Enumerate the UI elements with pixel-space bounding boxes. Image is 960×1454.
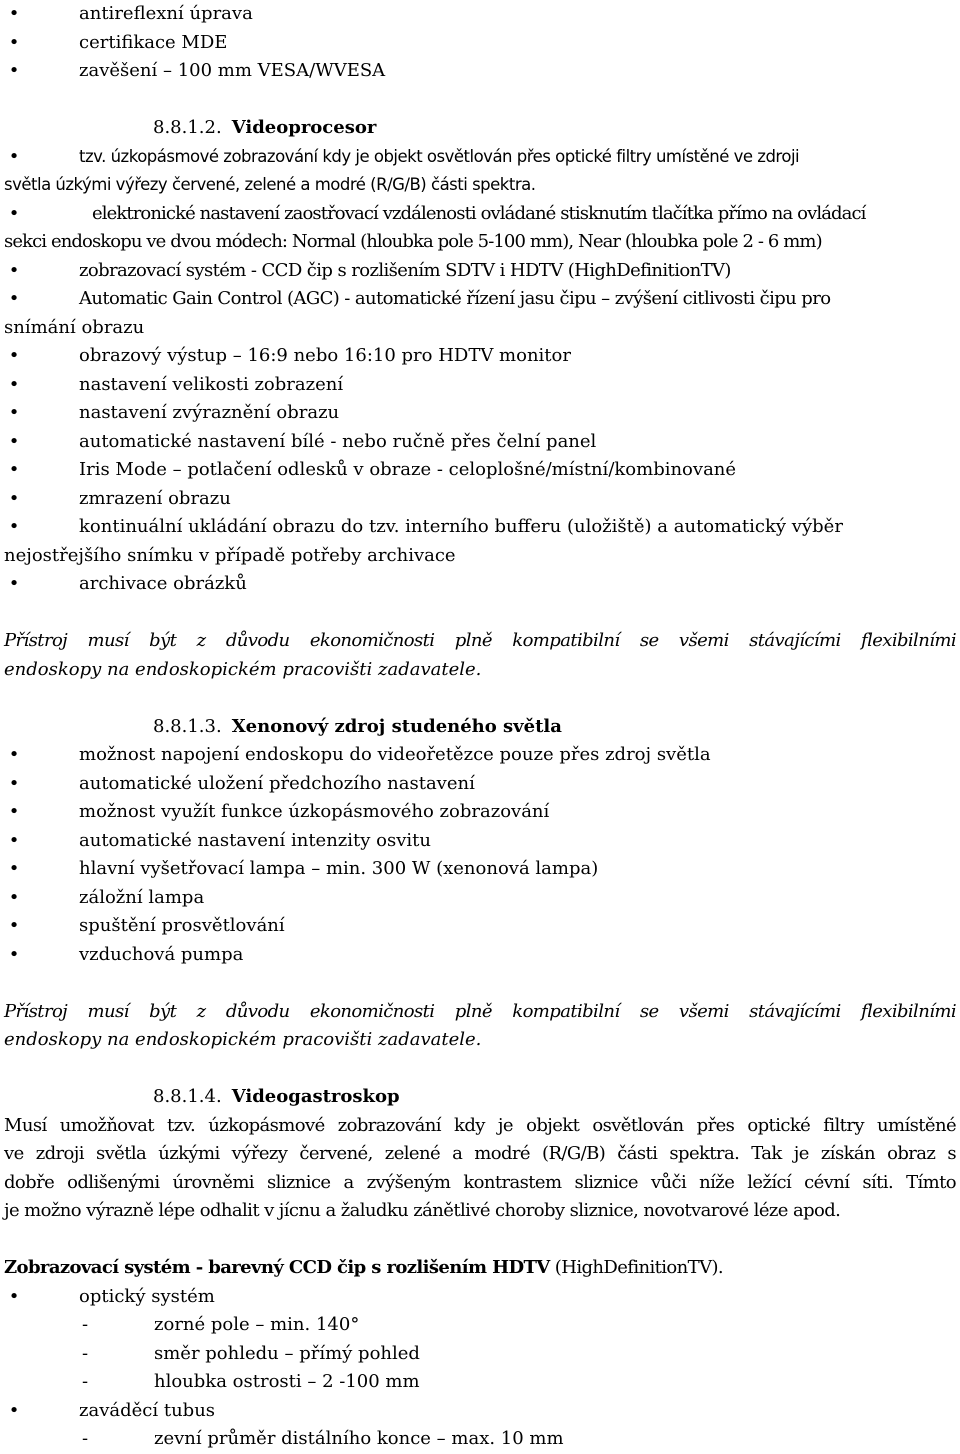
list-item bbox=[4, 57, 956, 86]
list-item bbox=[4, 741, 956, 770]
bullet-glyph: • bbox=[8, 744, 20, 765]
list-item bbox=[4, 884, 956, 913]
sub-list-item bbox=[4, 1340, 956, 1369]
list-item-text: zaváděcí tubus bbox=[79, 1399, 216, 1421]
bullet-glyph: • bbox=[8, 516, 20, 537]
section-title: Videogastroskop bbox=[231, 1086, 400, 1107]
spacer bbox=[4, 86, 956, 115]
spacer bbox=[4, 1055, 956, 1084]
list-item-continuation: nejostřejšího snímku v případě potřeby archivace bbox=[4, 544, 456, 566]
list-item bbox=[4, 485, 956, 514]
section-number: 8.8.1.4. bbox=[153, 1086, 222, 1107]
bullet-glyph: • bbox=[8, 3, 20, 24]
list-item bbox=[4, 1397, 956, 1426]
list-item bbox=[4, 513, 956, 542]
dash-glyph: - bbox=[82, 1314, 89, 1335]
sub-list-item-text: zorné pole – min. 140° bbox=[154, 1314, 360, 1335]
list-item-continuation: snímání obrazu bbox=[4, 316, 145, 338]
spacer bbox=[4, 969, 956, 998]
list-item-text: Iris Mode – potlačení odlesků v obraze - celoplošné/místní/kombinované bbox=[79, 459, 737, 480]
list-item bbox=[4, 1283, 956, 1312]
bullet-glyph: • bbox=[8, 31, 20, 53]
sub-list-item-text: zevní průměr distálního konce – max. 10 mm bbox=[154, 1428, 564, 1449]
list-item bbox=[4, 143, 956, 172]
bullet-glyph: • bbox=[8, 915, 20, 936]
sub-list-item bbox=[4, 1368, 956, 1397]
list-item-text: automatické nastavení bílé - nebo ručně přes čelní panel bbox=[79, 430, 597, 452]
bullet-glyph: • bbox=[8, 801, 20, 822]
list-item bbox=[4, 827, 956, 856]
bullet-glyph: • bbox=[8, 202, 20, 224]
list-item-text: hlavní vyšetřovací lampa – min. 300 W (xenonová lampa) bbox=[79, 858, 599, 879]
bullet-glyph: • bbox=[8, 145, 20, 167]
spacer bbox=[4, 599, 956, 628]
bullet-glyph: • bbox=[8, 858, 20, 879]
bullet-glyph: • bbox=[8, 430, 20, 452]
list-item-text: nastavení zvýraznění obrazu bbox=[79, 402, 340, 423]
list-item bbox=[4, 456, 956, 485]
bullet-glyph: • bbox=[8, 487, 20, 509]
list-item-text: zobrazovací systém - CCD čip s rozlišením SDTV i HDTV (HighDefinitionTV) bbox=[79, 259, 731, 281]
list-item bbox=[4, 941, 956, 970]
bullet-glyph: • bbox=[8, 259, 20, 281]
list-item bbox=[4, 570, 956, 599]
compatibility-note: Přístroj musí být z důvodu ekonomičnosti plně kompatibilní se všemi stávajícími flexibilními bbox=[4, 1000, 956, 1022]
section-heading bbox=[4, 1083, 956, 1112]
bullet-glyph: • bbox=[8, 829, 20, 851]
compatibility-note-continuation: endoskopy na endoskopickém pracovišti zadavatele. bbox=[4, 1029, 482, 1050]
list-item-text: záložní lampa bbox=[79, 886, 205, 908]
paragraph-line: dobře odlišenými úrovněmi sliznice a zvýšeným kontrastem sliznice vůči níže ležící cévní síti. Tímto bbox=[4, 1171, 956, 1193]
compatibility-note: Přístroj musí být z důvodu ekonomičnosti plně kompatibilní se všemi stávajícími flexibilními bbox=[4, 630, 956, 651]
spacer bbox=[4, 1226, 956, 1255]
dash-glyph: - bbox=[82, 1371, 89, 1392]
dash-glyph: - bbox=[82, 1342, 89, 1364]
section-number: 8.8.1.2. bbox=[153, 117, 222, 138]
list-item-text: archivace obrázků bbox=[79, 573, 247, 594]
section-heading bbox=[4, 713, 956, 742]
sub-list-item-text: směr pohledu – přímý pohled bbox=[154, 1342, 420, 1364]
list-item-text: kontinuální ukládání obrazu do tzv. interního bufferu (uložiště) a automatický výběr bbox=[79, 516, 843, 537]
sub-list-item bbox=[4, 1311, 956, 1340]
list-item bbox=[4, 342, 956, 371]
list-item-text: vzduchová pumpa bbox=[79, 943, 244, 965]
bullet-glyph: • bbox=[8, 459, 20, 480]
list-item-text: automatické nastavení intenzity osvitu bbox=[79, 829, 431, 851]
section-title: Videoprocesor bbox=[231, 117, 377, 138]
bullet-glyph: • bbox=[8, 1285, 20, 1307]
list-item bbox=[4, 855, 956, 884]
list-item bbox=[4, 912, 956, 941]
list-item-text: možnost využít funkce úzkopásmového zobrazování bbox=[79, 801, 550, 822]
list-item-text: spuštění prosvětlování bbox=[79, 915, 285, 936]
list-item bbox=[4, 0, 956, 29]
list-item bbox=[4, 399, 956, 428]
compatibility-note-continuation: endoskopy na endoskopickém pracovišti zadavatele. bbox=[4, 658, 482, 680]
sub-list-item bbox=[4, 1425, 956, 1454]
display-system-line bbox=[4, 1254, 956, 1283]
list-item-text: optický systém bbox=[79, 1285, 215, 1307]
list-item-text: možnost napojení endoskopu do videořetězce pouze přes zdroj světla bbox=[79, 744, 711, 765]
bullet-glyph: • bbox=[8, 886, 20, 908]
list-item bbox=[4, 428, 956, 457]
section-number: 8.8.1.3. bbox=[153, 715, 222, 737]
display-system-rest: (HighDefinitionTV). bbox=[549, 1257, 724, 1278]
list-item bbox=[4, 798, 956, 827]
bullet-glyph: • bbox=[8, 60, 20, 81]
bullet-glyph: • bbox=[8, 772, 20, 794]
paragraph-line: ve zdroji světla úzkými výřezy červené, zelené a modré (R/G/B) části spektra. Tak je získán obraz s bbox=[4, 1143, 956, 1164]
bullet-glyph: • bbox=[8, 1399, 20, 1421]
list-item bbox=[4, 285, 956, 314]
list-item-text: nastavení velikosti zobrazení bbox=[79, 373, 344, 395]
list-item-continuation: světla úzkými výřezy červené, zelené a modré (R/G/B) části spektra. bbox=[4, 175, 536, 194]
list-item-text: certifikace MDE bbox=[79, 31, 228, 53]
list-item-text: obrazový výstup – 16:9 nebo 16:10 pro HDTV monitor bbox=[79, 345, 571, 366]
sub-list-item-text: hloubka ostrosti – 2 -100 mm bbox=[154, 1371, 420, 1392]
display-system-bold: Zobrazovací systém - barevný CCD čip s rozlišením HDTV bbox=[4, 1257, 550, 1278]
list-item-text: tzv. úzkopásmové zobrazování kdy je objekt osvětlován přes optické filtry umístěné ve zdroji bbox=[79, 146, 800, 166]
bullet-glyph: • bbox=[8, 345, 20, 366]
list-item bbox=[4, 257, 956, 286]
list-item bbox=[4, 29, 956, 58]
list-item-continuation: sekci endoskopu ve dvou módech: Normal (hloubka pole 5-100 mm), Near (hloubka pole 2 - 6 mm) bbox=[4, 231, 822, 252]
list-item bbox=[4, 200, 956, 229]
list-item-text: elektronické nastavení zaostřovací vzdálenosti ovládané stisknutím tlačítka přímo na ovládací bbox=[92, 202, 866, 224]
bullet-glyph: • bbox=[8, 288, 20, 309]
list-item bbox=[4, 371, 956, 400]
list-item-text: automatické uložení předchozího nastavení bbox=[79, 772, 475, 794]
section-title: Xenonový zdroj studeného světla bbox=[231, 715, 562, 737]
list-item-text: zavěšení – 100 mm VESA/WVESA bbox=[79, 60, 386, 81]
list-item-text: antireflexní úprava bbox=[79, 3, 253, 24]
paragraph-line: je možno výrazně lépe odhalit v jícnu a žaludku zánětlivé choroby sliznice, novotvarové léze apod. bbox=[4, 1200, 841, 1221]
list-item bbox=[4, 770, 956, 799]
bullet-glyph: • bbox=[8, 402, 20, 423]
paragraph-line: Musí umožňovat tzv. úzkopásmové zobrazování kdy je objekt osvětlován přes optické filtry umístěné bbox=[4, 1114, 956, 1136]
bullet-glyph: • bbox=[8, 573, 20, 594]
bullet-glyph: • bbox=[8, 373, 20, 395]
section-heading bbox=[4, 114, 956, 143]
dash-glyph: - bbox=[82, 1428, 89, 1449]
spacer bbox=[4, 684, 956, 713]
list-item-text: zmrazení obrazu bbox=[79, 487, 231, 509]
bullet-glyph: • bbox=[8, 943, 20, 965]
list-item-text: Automatic Gain Control (AGC) - automatické řízení jasu čipu – zvýšení citlivosti čipu pro bbox=[79, 288, 831, 309]
